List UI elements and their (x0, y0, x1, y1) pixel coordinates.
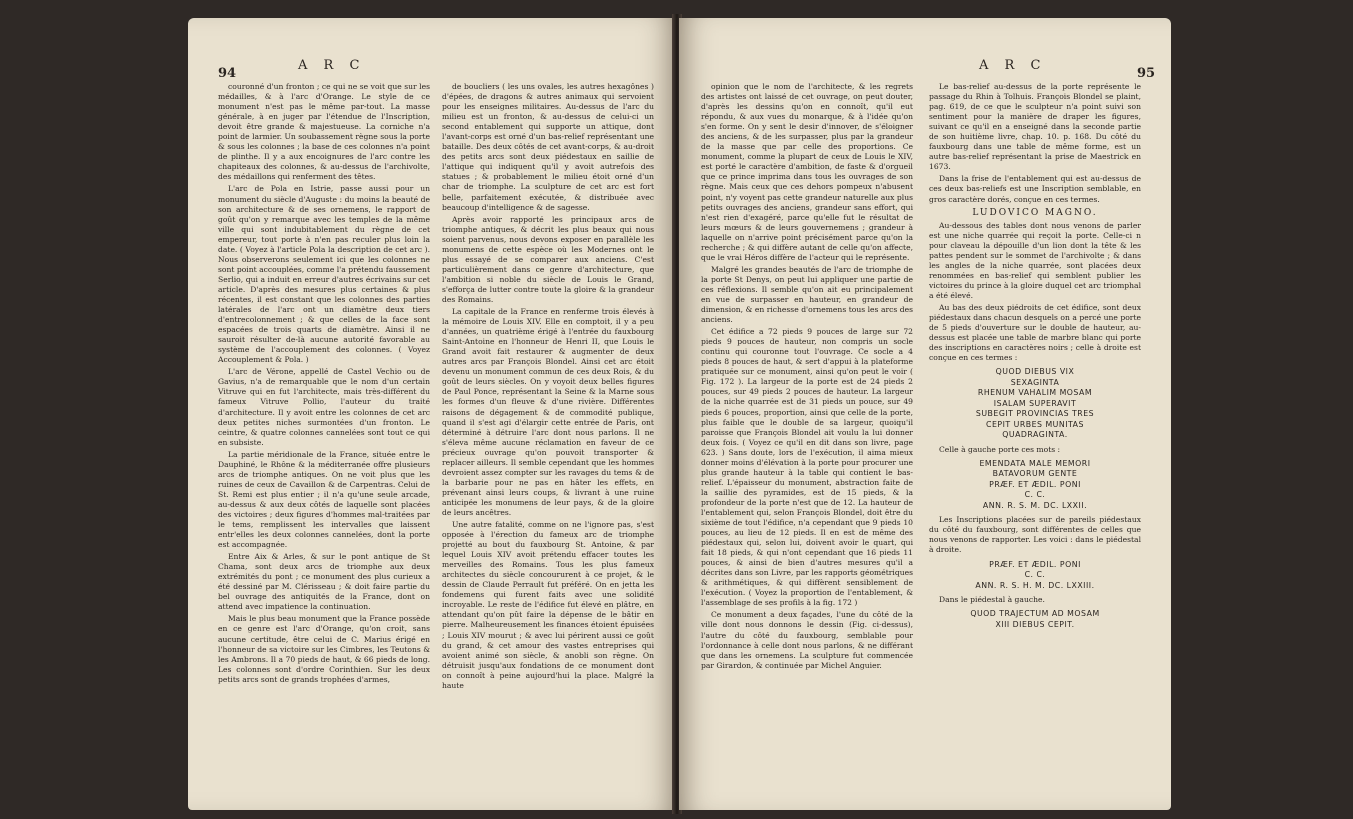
paragraph: Après avoir rapporté les principaux arcs de triomphe antiques, & décrit les plus beaux qui nous soient parvenus, nous devons exposer en parallèle les monumens de cette espèce où les Modernes ont le plus essayé de se comparer aux anciens. C'est particulièrement dans ce genre d'architecture, que l'ambition si noble du siècle de Louis le Grand, s'efforça de lutter contre toute la gloire & la grandeur des Romains. (442, 214, 654, 304)
paragraph: Au bas des deux piédroits de cet édifice, sont deux piédestaux dans chacun desquels on a percé une porte de 5 pieds d'ouverture sur le double de hauteur, au-dessus est placée une table de marbre blanc qui porte des inscriptions en caractères noirs ; celle à droite est conçue en ces termes : (929, 302, 1141, 363)
text-column-right (929, 82, 1141, 634)
inscription-block (929, 459, 1141, 512)
paragraph: de boucliers ( les uns ovales, les autres hexagônes ) d'épées, de dragons & autres animaux qui servoient pour les enseignes militaires. Au-dessus de l'arc du milieu est un fronton, & au-dessus de celui-ci un second entablement qui supporte un attique, dont l'avant-corps est orné d'un bas-relief représentant une bataille. Des deux côtés de cet avant-corps, & au-droit des petits arcs sont deux piédestaux en saillie de l'attique qui indiquent qu'il y avoit autrefois des statues ; & probablement le milieu étoit orné d'un char de triomphe. La sculpture de cet arc est fort belle, parfaitement exécutée, & distribuée avec beaucoup d'intelligence & de sagesse. (442, 82, 654, 212)
paragraph: Entre Aix & Arles, & sur le pont antique de St Chama, sont deux arcs de triomphe aux deux extrémités du pont ; ce monument des plus curieux a été dessiné par M. Clérisseau ; & doit faire partie du bel ouvrage des antiquités de la France, dont on attend avec impatience la continuation. (218, 552, 430, 612)
inscription-line: SEXAGINTA (1010, 377, 1060, 387)
inscription-line: XIII DIEBUS CEPIT. (995, 619, 1075, 629)
inscription-block (929, 367, 1141, 441)
inscription-line: PRÆF. ET ÆDIL. PONI (989, 559, 1081, 569)
paragraph: couronné d'un fronton ; ce qui ne se voit que sur les médailles, & à l'arc d'Orange. Le style de ce monument n'est pas le même par-tout. La masse générale, à en juger par l'étendue de l'Inscription, devoit être grande & majestueuse. La corniche n'a point de larmier. Un soubassement règne sous la porte & sous les colonnes ; la base de ces colonnes n'a point de plinthe. Il y a aux encoignures de l'arc contre les chapiteaux des colonnes, & au-dessus de l'archivolte, des médaillons qui renferment des têtes. (218, 82, 430, 182)
paragraph: Mais le plus beau monument que la France possède en ce genre est l'arc d'Orange, qu'on croit, sans aucune certitude, être celui de C. Marius érigé en l'honneur de sa victoire sur les Cimbres, les Teutons & les Ambrons. Il a 70 pieds de haut, & 66 pieds de long. Les colonnes sont d'ordre Corinthien. Sur les deux petits arcs sont de grands trophées d'armes, (218, 614, 430, 684)
inscription-line: QUADRAGINTA. (1002, 430, 1068, 440)
paragraph: La partie méridionale de la France, située entre le Dauphiné, le Rhône & la méditerranée offre plusieurs arcs de triomphe antiques. On ne voit plus que les ruines de ceux de Cavaillon & de Carpentras. Celui de St. Remi est plus entier ; il n'a qu'une seule arcade, au-dessus & aux deux côtés de laquelle sont placées des victoires ; deux figures d'hommes mal-traitées par le tems, remplissent les intervalles que laissent entr'elles les deux colonnes cannelées, dont la porte est accompagnée. (218, 449, 430, 550)
paragraph: Ce monument a deux façades, l'une du côté de la ville dont nous donnons le dessin (Fig. ci-dessus), l'autre du côté du fauxbourg, semblable pour l'ordonnance à celle dont nous parlons, & ne différant que dans les ornemens. La sculpture fut commencée par Girardon, & continuée par Michel Anguier. (701, 610, 913, 670)
paragraph: Dans la frise de l'entablement qui est au-dessus de ces deux bas-reliefs est une Inscription semblable, en gros caractère dorés, conçue en ces termes. (929, 174, 1141, 204)
right-page (679, 18, 1171, 810)
inscription-line: C. C. (1024, 490, 1046, 500)
running-head: A R C (298, 58, 366, 73)
running-head: A R C (979, 58, 1047, 73)
section-title: LUDOVICO MAGNO. (972, 207, 1098, 218)
paragraph: Malgré les grandes beautés de l'arc de triomphe de la porte St Denys, on peut lui appliquer une partie de ces réflexions. Il semble qu'on ait eu principalement en vue de surpasser en hauteur, en grandeur de dimension, & en richesse d'ornemens tous les arcs des anciens. (701, 264, 913, 325)
inscription-line: SUBEGIT PROVINCIAS TRES (975, 409, 1095, 419)
inscription-line: QUOD TRAJECTUM AD MOSAM (970, 609, 1100, 619)
left-page (188, 18, 675, 810)
inscription-line: QUOD DIEBUS VIX (995, 367, 1075, 377)
paragraph: La capitale de la France en renferme trois élevés à la mémoire de Louis XIV. Elle en comptoit, il y a peu d'années, un quatrième érigé à l'entrée du fauxbourg Saint-Antoine en l'honneur de Henri II, que Louis le Grand avoit fait restaurer & augmenter de deux autres arcs par François Blondel. Ainsi cet arc étoit devenu un monument commun de ces deux Rois, & du goût de leurs siècles. On y voyoit deux belles figures de Paul Ponce, représentant la Seine & la Marne sous les formes d'un fleuve & d'une rivière. Différentes raisons de dégagement & de commodité publique, quand il s'est agi d'élargir cette entrée de Paris, ont déterminé à détruire l'arc dont nous parlons. Il ne s'éleva même aucune réclamation en faveur de ce précieux ouvrage qu'on pouvoit transporter & replacer ailleurs. Il semble cependant que les hommes devroient assez compter sur les ravages du tems & de la barbarie pour ne pas en hâter les effets, en prévenant ainsi leurs coups, & livrant à une ruine anticipée les monumens de leur pays, & de la gloire de leurs ancêtres. (442, 307, 654, 517)
text-column-left (218, 82, 430, 687)
page-number: 95 (1137, 66, 1156, 81)
text-column-right (442, 82, 654, 693)
inscription-block (929, 560, 1141, 592)
paragraph: Cet édifice a 72 pieds 9 pouces de large sur 72 pieds 9 pouces de hauteur, non compris un socle continu qui couronne tout l'ouvrage. Ce socle a 4 pieds 8 pouces de haut, & sert d'appui à la plateforme pratiquée sur ce monument, ainsi qu'on peut le voir ( Fig. 172 ). La largeur de la porte est de 24 pieds 2 pouces, sur 49 pieds 2 pouces de hauteur. La largeur de la niche quarrée est de 31 pieds un pouce, sur 49 pieds 6 pouces, proportion, ainsi que celle de la porte, plus faible que le double de sa largeur, quoiqu'il paroisse que François Blondel ait voulu la lui donner deux fois. ( Voyez ce qu'il en dit dans son livre, page 623. ) Sans doute, lors de l'exécution, il aima mieux donner moins d'élévation à la porte pour procurer une plus grande hauteur à la table qui contient le bas-relief. L'épaisseur du monument, abstraction faite de la saillie des pyramides, est de 15 pieds, & la profondeur de la porte n'est que de 12. La hauteur de l'entablement qui, selon François Blondel, doit être du sixième de tout l'édifice, n'a cependant que 9 pieds 10 pouces, au lieu de 12 pieds. Il en est de même des piédestaux qui, selon lui, doivent avoir le quart, qui fait 18 pieds, & qui n'ont cependant que 16 pieds 11 pouces, & ainsi de bien d'autres mesures qu'il a décrites dans son Livre, par les rapports géométriques & arithmétiques, & qui diffèrent sensiblement de l'exécution. ( Voyez la proportion de l'entablement, & l'assemblage de ses profils à la fig. 172 ) (701, 327, 913, 608)
paragraph: Le bas-relief au-dessus de la porte représente le passage du Rhin à Tolhuis. François Blondel se plaint, pag. 619, de ce que le sculpteur n'a point suivi son sentiment pour la manière de draper les figures, suivant ce qu'il en a enseigné dans la seconde partie de son huitième livre, chap. 10. p. 168. Du côté du fauxbourg dans une table de même forme, est un autre bas-relief représentant la prise de Maestrick en 1673. (929, 82, 1141, 172)
caption: Celle à gauche porte ces mots : (939, 444, 1061, 454)
inscription-line: RHENUM VAHALIM MOSAM (977, 388, 1093, 398)
page-number: 94 (218, 66, 237, 81)
paragraph: Les Inscriptions placées sur de pareils piédestaux du côté du fauxbourg, sont différentes de celles que nous venons de rapporter. Les voici : dans le piédestal à droite. (929, 515, 1141, 555)
caption: Dans le piédestal à gauche. (939, 595, 1045, 604)
inscription-line: ANN. R. S. M. DC. LXXII. (982, 500, 1088, 510)
paragraph: L'arc de Vérone, appellé de Castel Vechio ou de Gavius, n'a de remarquable que le nom d'un certain Vitruve qui en fut l'architecte, mais très-différent du fameux Vitruve Pollio, l'auteur du traité d'architecture. Il y avoit entre les colonnes de cet arc deux petites niches surmontées d'un fronton. Le ceintre, & quatre colonnes cannelées sont tout ce qui en subsiste. (218, 367, 430, 447)
paragraph: opinion que le nom de l'architecte, & les regrets des artistes ont laissé de cet ouvrage, on peut douter, d'après les dessins qu'on en connoît, qu'il eut répondu, & aux vues du monarque, & à l'idée qu'on s'en forme. On y sent le desir d'innover, de s'éloigner des anciens, & de les surpasser, plus par la grandeur de la masse que par celle des proportions. Ce monument, comme la plupart de ceux de Louis le XIV, est porté le caractère d'ambition, de faste & d'orgueil que ce prince imprima dans tous les ouvrages de son règne. Mais ceux que ces dehors pompeux n'abusent point, n'y voyent pas cette grandeur naturelle aux plus petits ouvrages des anciens, grandeur sans effort, qui n'est rien d'exagéré, parce qu'elle fut le résultat de leurs mœurs & de leurs gouvernemens ; grandeur à laquelle on n'arrive point précisément parce qu'on la recherche ; & qui diffère autant de celle qu'on affecte, que le vrai Héros diffère de l'acteur qui le représente. (701, 82, 913, 262)
paragraph: Au-dessous des tables dont nous venons de parler est une niche quarrée qui reçoit la porte. Celle-ci n pour claveau la dépouille d'un lion dont la tête & les pattes pendent sur le sommet de l'archivolte ; & dans les angles de la niche quarrée, sont placées deux renommées en bas-relief qui semblent publier les victoires du prince à la gloire duquel cet arc triomphal a été élevé. (929, 220, 1141, 300)
paragraph: Une autre fatalité, comme on ne l'ignore pas, s'est opposée à l'érection du fameux arc de triomphe projetté au bout du fauxbourg St. Antoine, & par lequel Louis XIV avoit prétendu effacer toutes les merveilles des Romains. Tous les plus fameux architectes du siècle concoururent à ce projet, & le dessin de Claude Perrault fut préféré. On en jetta les fondemens qui furent faits avec une solidité incroyable. Le reste de l'édifice fut élevé en plâtre, en attendant qu'on pût faire la dépense de le bâtir en pierre. Malheureusement les finances étoient épuisées ; Louis XIV mourut ; & avec lui périrent aussi ce goût du grand, & cet amour des vastes entreprises qui avoient animé son siècle, & anobli son règne. On détruisit jusqu'aux fondations de ce monument dont on connoît à peine aujourd'hui la place. Malgré la haute (442, 520, 654, 690)
text-column-left (701, 82, 913, 673)
inscription-line: EMENDATA MALE MEMORI (979, 458, 1091, 468)
inscription-line: ISALAM SUPERAVIT (993, 398, 1077, 408)
inscription-line: C. C. (1024, 570, 1046, 579)
inscription-line: PRÆF. ET ÆDIL. PONI (989, 479, 1081, 489)
inscription-line: ANN. R. S. H. M. DC. LXXIII. (975, 580, 1095, 590)
inscription-block (929, 609, 1141, 630)
paragraph: L'arc de Pola en Istrie, passe aussi pour un monument du siècle d'Auguste : du moins la beauté de son architecture & de ses ornemens, le rapport de goût qu'on y remarque avec les temples de la même ville qui sont indubitablement du règne de cet empereur, tout porte à n'en pas reculer plus loin la date. ( Voyez à l'article Pola la description de cet arc ). Nous observerons seulement ici que les colonnes ne sont point accouplées, comme l'a prétendu faussement Serlio, qui a induit en erreur d'autres écrivains sur cet article. D'après des mesures plus certaines & plus récentes, il est constant que les colonnes des parties latérales de l'arc ont un diamètre deux tiers d'entrecolonnement ; & que celles de la face sont espacées de trois quarts de diamètre. Ainsi il ne sauroit résulter de-là aucune autorité favorable au système de l'accouplement des colonnes. ( Voyez Accouplement & Pola. ) (218, 184, 430, 365)
inscription-line: CEPIT URBES MUNITAS (986, 419, 1084, 429)
inscription-line: BATAVORUM GENTE (992, 469, 1078, 479)
